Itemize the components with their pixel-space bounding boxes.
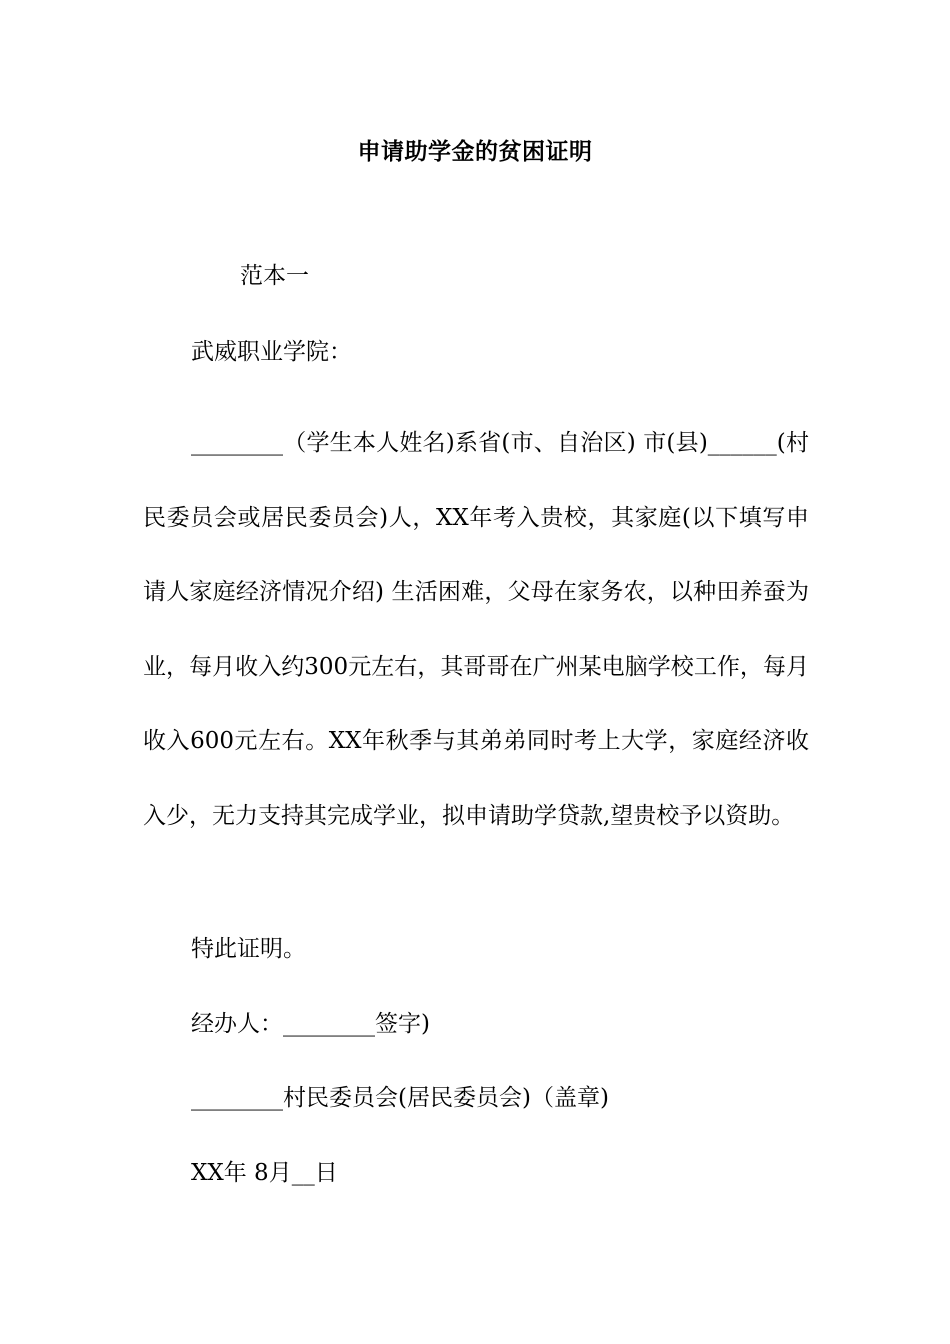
- sample-label: 范本一: [240, 263, 309, 289]
- date-line: XX年 8月__日: [191, 1160, 338, 1186]
- document-title: 申请助学金的贫困证明: [357, 139, 593, 165]
- certify-line: 特此证明。: [191, 936, 306, 962]
- body-paragraph: ________（学生本人姓名)系省(市、自治区) 市(县)______(村民委员会或居民委员会)人，XX年考入贵校，其家庭(以下填写申请人家庭经济情况介绍) 生活困难，父母在家务农，以种田养蚕为业，每月收入约300元左右，其哥哥在广州某电脑学校工作，每月收入600元左右。XX年秋季与其弟弟同时考上大学，家庭经济收入少，无力支持其完成学业，拟申请助学贷款,望贵校予以资助。: [143, 430, 809, 829]
- committee-seal-line: ________村民委员会(居民委员会)（盖章): [191, 1085, 609, 1111]
- handler-signature-line: 经办人：________签字): [191, 1011, 430, 1037]
- recipient-line: 武威职业学院：: [191, 339, 352, 365]
